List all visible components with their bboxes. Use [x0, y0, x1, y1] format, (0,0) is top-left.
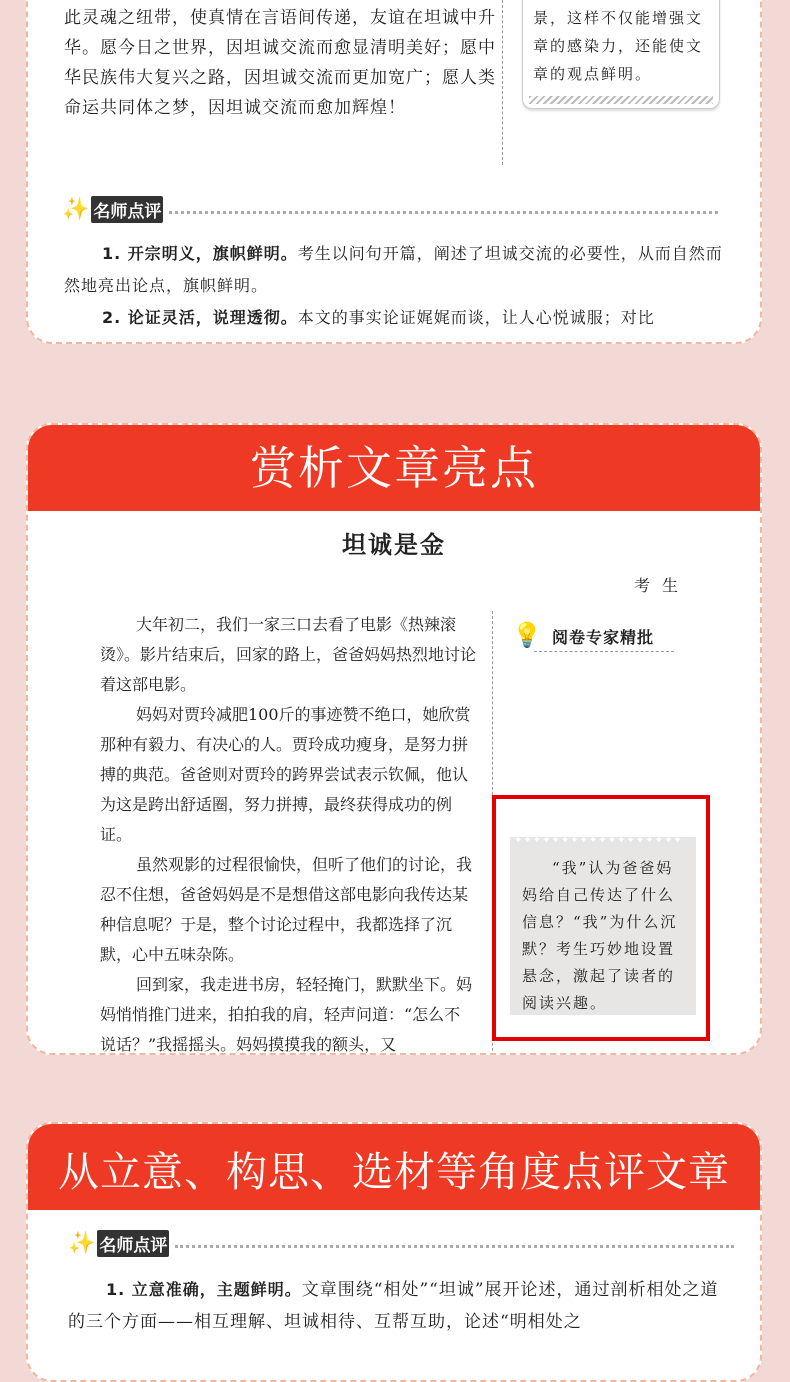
dotted-rule: [175, 1245, 734, 1248]
review-item-2: [64, 302, 724, 334]
teacher-review-header: [68, 1230, 734, 1257]
review-item-1: [64, 238, 724, 302]
review-label: 名师点评: [91, 196, 163, 223]
section-banner: 赏析文章亮点: [28, 425, 760, 511]
essay-author: 考生: [634, 576, 691, 595]
dashed-underline: [534, 651, 674, 652]
column-divider: [502, 0, 503, 165]
lightbulb-icon: 💡: [512, 621, 542, 649]
review-item-2-body: 本文的事实论证娓娓而谈，让人心悦诚服；对比: [297, 308, 655, 327]
essay-title: 坦诚是金: [342, 530, 446, 559]
review-item-1-body: 文章围绕“相处”“坦诚”展开论述，通过剖析相处之道的三个方面——相互理解、坦诚相待、互帮互助，论述“明相处之: [68, 1280, 719, 1332]
magic-wand-icon: ✨: [62, 197, 90, 222]
essay-paragraph-3: 虽然观影的过程很愉快，但听了他们的讨论，我忍不住想，爸爸妈妈是不是想借这部电影向我传达某种信息呢？于是，整个讨论过程中，我都选择了沉默，心中五味杂陈。: [100, 855, 473, 964]
side-note-text: 景，这样不仅能增强文章的感染力，还能使文章的观点鲜明。: [533, 9, 704, 83]
expert-comment-label: 阅卷专家精批: [552, 628, 655, 647]
section-banner: 从立意、构思、选材等角度点评文章: [28, 1124, 760, 1210]
essay-paragraph-1: 大年初二，我们一家三口去看了电影《热辣滚烫》。影片结束后，回家的路上，爸爸妈妈热烈地讨论着这部电影。: [100, 615, 477, 694]
expert-comment-header: [512, 621, 672, 661]
essay-paragraph-4: 回到家，我走进书房，轻轻掩门，默默坐下。妈妈悄悄推门进来，拍拍我的肩，轻声问道：“怎么不说话？”我摇摇头。妈妈摸摸我的额头，又: [100, 975, 473, 1054]
torn-edge: [529, 96, 713, 104]
dotted-rule: [169, 211, 718, 214]
review-item-1-body: 考生以问句开篇，阐述了坦诚交流的必要性，从而自然而然地亮出论点，旗帜鲜明。: [64, 244, 723, 295]
article-body-text: 此灵魂之纽带，使真情在言语间传递，友谊在坦诚中升华。愿今日之世界，因坦诚交流而愈显清明美好；愿中华民族伟大复兴之路，因坦诚交流而更加宽广；愿人类命运共同体之梦，因坦诚交流而愈加辉煌！: [64, 8, 496, 118]
review-item-2-head: 2. 论证灵活，说理透彻。: [102, 308, 298, 327]
article-card-top: [26, 0, 762, 344]
review-item-1-head: 1. 立意准确，主题鲜明。: [106, 1280, 302, 1299]
article-card-highlights: [26, 423, 762, 1055]
article-card-review: [26, 1122, 762, 1382]
expert-comment-text: “我”认为爸爸妈妈给自己传达了什么信息？“我”为什么沉默？考生巧妙地设置悬念，激起了读者的阅读兴趣。: [522, 859, 678, 1012]
side-note-card: [522, 0, 720, 109]
teacher-review-header: [62, 196, 718, 223]
note-edge-decoration: ✦✦✦✦✦✦✦✦✦✦✦✦✦✦✦✦✦✦: [514, 835, 683, 846]
essay-body: [100, 610, 476, 1055]
review-label: 名师点评: [97, 1230, 169, 1257]
essay-paragraph-2: 妈妈对贾玲减肥100斤的事迹赞不绝口，她欣赏那种有毅力、有决心的人。贾玲成功瘦身，是努力拼搏的典范。爸爸则对贾玲的跨界尝试表示钦佩，他认为这是跨出舒适圈，努力拼搏，最终获得成功的例证。: [100, 705, 471, 844]
magic-wand-icon: ✨: [68, 1231, 96, 1256]
review-item-1-head: 1. 开宗明义，旗帜鲜明。: [102, 244, 298, 263]
highlight-box: [492, 795, 710, 1041]
review-item-1: [68, 1274, 736, 1338]
